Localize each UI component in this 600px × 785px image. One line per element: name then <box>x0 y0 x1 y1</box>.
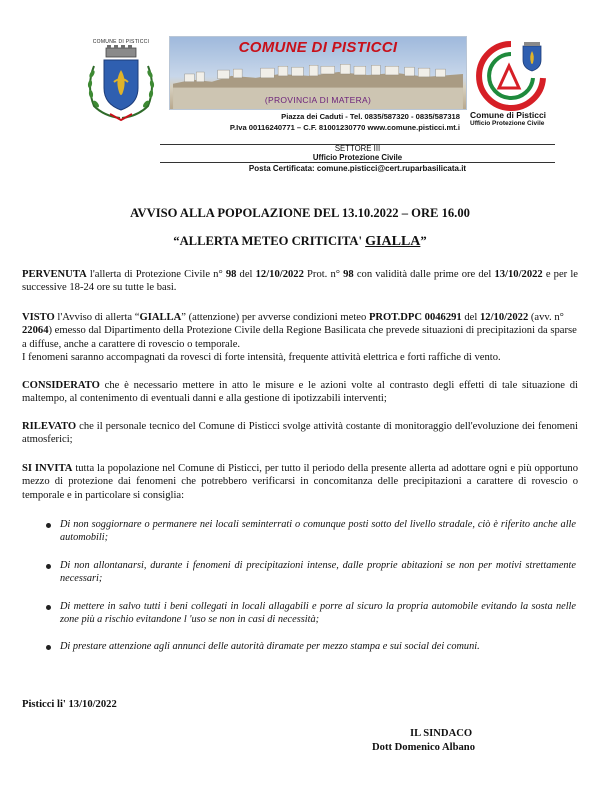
notice-number: 22064 <box>22 325 49 337</box>
lead-word: CONSIDERATO <box>22 380 100 391</box>
banner-subtitle: (PROVINCIA DI MATERA) <box>264 95 372 105</box>
protocol-id: PROT.DPC 0046291 <box>368 312 462 323</box>
list-item <box>46 640 576 653</box>
text: l'allerta di Protezione Civile n° <box>86 269 226 280</box>
list-item <box>46 600 576 627</box>
text: l'Avviso di allerta “ <box>54 312 140 323</box>
bullet-icon <box>46 523 51 528</box>
text: ) emesso dal Dipartimento della Protezione Civile della Regione Basilicata che prevede situazioni di precipitazioni da sparse a diffuse, anche a carattere di rovescio o temporale. <box>22 325 577 350</box>
town-banner <box>169 36 467 110</box>
banner-title: COMUNE DI PISTICCI <box>238 39 398 56</box>
alert-suffix: ” <box>420 234 427 248</box>
pc-office: Ufficio Protezione Civile <box>470 120 545 127</box>
text: del <box>236 269 256 280</box>
text: e per le successive 18-24 ore su tutte le basi. <box>22 269 578 294</box>
paragraph-si-invita <box>22 462 578 502</box>
letterhead <box>80 36 550 176</box>
list-item-text: Di non soggiornare o permanere nei locali seminterrati o comunque posti sotto del livello stradale, ciò è riferito anche alle automobili; <box>60 519 576 544</box>
text: del <box>461 312 480 323</box>
lead-word: RILEVATO <box>22 421 77 432</box>
alert-level: GIALLA <box>365 234 421 249</box>
office: Ufficio Protezione Civile <box>312 153 403 162</box>
contact-block <box>160 112 460 133</box>
text: tutta la popolazione nel Comune di Pisticci, per tutto il periodo della presente allerta ad adottare ogni e più opportuno mezzo di protezione dai fenomeni che potrebbero verificarsi in concomitanza delle precipitazioni a carattere di rovescio o temporale e in particolare si consiglia: <box>22 463 578 501</box>
address-line: Piazza dei Caduti - Tel. 0835/587320 - 0835/587318 <box>281 112 460 121</box>
paragraph-considerato <box>22 379 578 406</box>
list-item-text: Di prestare attenzione agli annunci delle autorità diramate per mezzo stampa e sui social dei comuni. <box>60 641 480 653</box>
list-item <box>46 518 576 545</box>
validity-date: 13/10/2022 <box>494 269 543 280</box>
list-item-text: Di mettere in salvo tutti i beni collegati in locali allagabili e porre al sicuro la propria automobile evitando la sosta nelle zone più a rischio evitandone l 'uso se non in casi di necessità; <box>60 600 576 626</box>
alert-level-heading <box>0 234 600 250</box>
pc-name: Comune di Pisticci <box>470 110 547 120</box>
text: con validità dalle prime ore del <box>353 269 495 280</box>
protocol-number: 98 <box>343 269 354 280</box>
paragraph-visto <box>22 311 578 365</box>
text: I fenomeni saranno accompagnati da rovesci di forte intensità, frequente attività elettrica e forti raffiche di vento. <box>22 352 501 364</box>
text: (avv. n° <box>528 312 564 323</box>
place-date: Pisticci li' 13/10/2022 <box>22 699 117 710</box>
alert-number: 98 <box>225 269 237 280</box>
notice-title: AVVISO ALLA POPOLAZIONE DEL 13.10.2022 – ORE 16.00 <box>130 206 470 220</box>
lead-word: PERVENUTA <box>22 269 87 280</box>
signatory-role: IL SINDACO <box>410 728 473 739</box>
lead-word: SI INVITA <box>22 463 73 474</box>
lead-word: VISTO <box>22 312 55 323</box>
municipal-crest-icon <box>80 36 162 122</box>
text: Prot. n° <box>303 269 344 280</box>
sector: SETTORE III <box>334 144 381 153</box>
text: ” (attenzione) per avverse condizioni meteo <box>181 312 369 323</box>
divider <box>160 162 555 163</box>
certified-email: Posta Certificata: comune.pisticci@cert.ruparbasilicata.it <box>248 164 467 173</box>
alert-prefix: “ALLERTA METEO CRITICITA' <box>173 234 366 248</box>
bullet-icon <box>46 605 51 610</box>
list-item-text: Di non allontanarsi, durante i fenomeni di precipitazioni intense, dalle proprie abitazioni se non per motivi strettamente necessari; <box>60 559 576 585</box>
paragraph-rilevato <box>22 420 578 447</box>
signatory-name: Dott Domenico Albano <box>372 742 475 753</box>
sector-block <box>160 144 555 162</box>
alert-level: GIALLA <box>139 312 182 323</box>
text: che è necessario mettere in atto le misure e le azioni volte al contrasto degli effetti di tale situazione di maltempo, al contenimento di eventuali danni e alla gestione di ipotizzabili interventi; <box>22 380 578 405</box>
list-item <box>46 559 576 586</box>
crest-title: COMUNE DI PISTICCI <box>92 39 150 45</box>
civil-protection-logo-icon <box>473 38 550 114</box>
bullet-icon <box>46 564 51 569</box>
text: che il personale tecnico del Comune di Pisticci svolge attività costante di monitoraggio dell'evoluzione dei fenomeni atmosferici; <box>22 421 578 446</box>
alert-date: 12/10/2022 <box>255 269 304 280</box>
civil-protection-label <box>470 110 556 127</box>
tax-line: P.Iva 00116240771 – C.F. 81001230770 www.comune.pisticci.mt.i <box>229 122 460 132</box>
bullet-icon <box>46 645 51 650</box>
advice-list <box>46 518 576 654</box>
paragraph-pervenuta <box>22 268 578 295</box>
notice-date: 12/10/2022 <box>479 312 529 323</box>
